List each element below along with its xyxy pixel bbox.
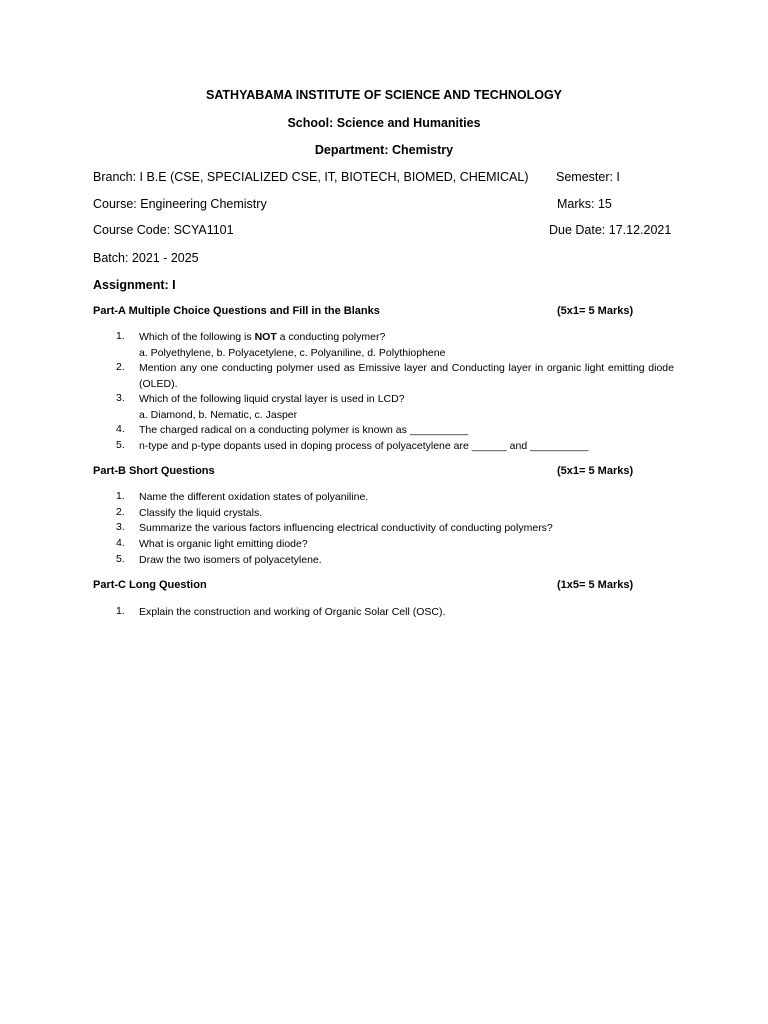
part-a-question-1 (139, 330, 674, 361)
question-text: Which of the following is (139, 331, 255, 343)
part-b-question-2: Classify the liquid crystals. (139, 507, 263, 519)
question-number: 1. (116, 490, 125, 502)
question-options: a. Diamond, b. Nematic, c. Jasper (139, 408, 298, 421)
part-b-question-1: Name the different oxidation states of polyaniline. (139, 491, 369, 503)
part-c-question-1: Explain the construction and working of Organic Solar Cell (OSC). (139, 606, 446, 618)
question-number: 4. (116, 537, 125, 549)
question-number: 5. (116, 439, 125, 451)
part-a-question-5: n-type and p-type dopants used in doping process of polyacetylene are ______ and __________ (139, 440, 589, 452)
part-b-question-4: What is organic light emitting diode? (139, 538, 308, 550)
part-a-question-4: The charged radical on a conducting polymer is known as __________ (139, 424, 469, 436)
school-title: School: Science and Humanities (287, 116, 481, 130)
question-number: 3. (116, 521, 125, 533)
department-title: Department: Chemistry (314, 143, 454, 157)
question-number: 4. (116, 423, 125, 435)
question-text: Which of the following liquid crystal layer is used in LCD? (139, 393, 405, 405)
due-date-info: Due Date: 17.12.2021 (549, 223, 672, 237)
part-c-title: Part-C Long Question (93, 579, 207, 591)
semester-info: Semester: I (556, 170, 620, 184)
part-c-marks: (1x5= 5 Marks) (557, 579, 634, 591)
question-number: 1. (116, 605, 125, 617)
question-number: 3. (116, 392, 125, 404)
course-info: Course: Engineering Chemistry (93, 197, 267, 211)
question-text: a conducting polymer? (276, 331, 386, 343)
emphasis-text: NOT (254, 331, 277, 343)
question-options: a. Polyethylene, b. Polyacetylene, c. Polyaniline, d. Polythiophene (139, 346, 446, 359)
batch-info: Batch: 2021 - 2025 (93, 251, 199, 265)
course-code-info: Course Code: SCYA1101 (93, 223, 234, 237)
question-number: 5. (116, 553, 125, 565)
part-a-marks: (5x1= 5 Marks) (557, 305, 634, 317)
assignment-info: Assignment: I (93, 278, 176, 292)
branch-info: Branch: I B.E (CSE, SPECIALIZED CSE, IT, BIOTECH, BIOMED, CHEMICAL) (93, 170, 529, 184)
part-a-question-3 (139, 392, 674, 423)
part-b-title: Part-B Short Questions (93, 465, 215, 477)
marks-info: Marks: 15 (557, 197, 612, 211)
question-number: 2. (116, 361, 125, 373)
question-number: 2. (116, 506, 125, 518)
institute-title: SATHYABAMA INSTITUTE OF SCIENCE AND TECHNOLOGY (205, 88, 563, 102)
part-b-question-3: Summarize the various factors influencing electrical conductivity of conducting polymers? (139, 522, 553, 534)
part-b-marks: (5x1= 5 Marks) (557, 465, 634, 477)
part-b-question-5: Draw the two isomers of polyacetylene. (139, 554, 322, 566)
part-a-question-2: Mention any one conducting polymer used as Emissive layer and Conducting layer in organic light emitting diode (OLED). (139, 362, 674, 390)
question-number: 1. (116, 330, 125, 342)
part-a-title: Part-A Multiple Choice Questions and Fill in the Blanks (93, 305, 380, 317)
